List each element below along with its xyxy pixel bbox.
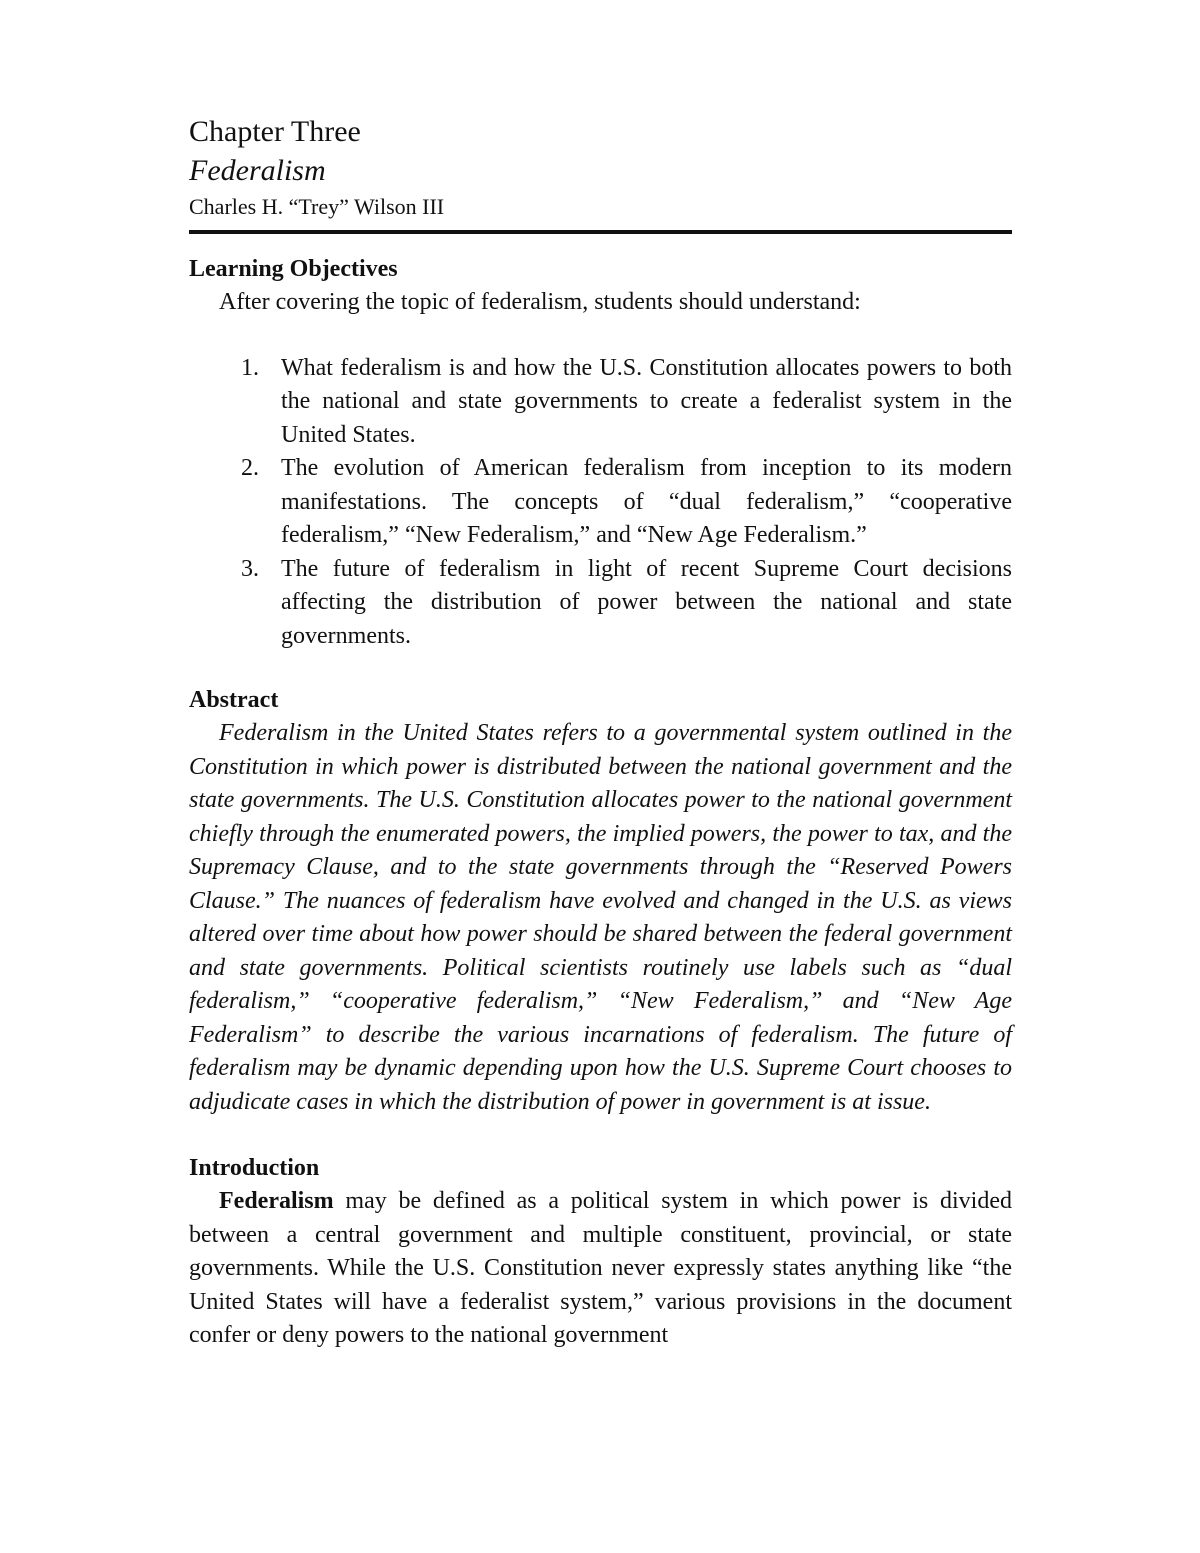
objective-text: What federalism is and how the U.S. Constitution allocates powers to both the national and state governments to create a federalist system in the United States.: [281, 354, 1012, 448]
objectives-intro: After covering the topic of federalism, students should understand:: [219, 289, 861, 315]
abstract-section: [189, 683, 1012, 1119]
introduction-section: [189, 1151, 1012, 1353]
learning-objectives-heading: Learning Objectives: [189, 256, 398, 282]
objective-item: [189, 452, 1012, 553]
abstract-text: Federalism in the United States refers to a governmental system outlined in the Constitution in which power is distributed between the national government and the state governments. The U.S. Constitution allocates power to the national government chiefly through the enumerated powers, the implied powers, the power to tax, and the Supremacy Clause, and to the state governments through the “Reserved Powers Clause.” The nuances of federalism have evolved and changed in the U.S. as views altered over time about how power should be shared between the federal government and state governments. Political scientists routinely use labels such as “dual federalism,” “cooperative federalism,” “New Federalism,” and “New Age Federalism” to describe the various incarnations of federalism. The future of federalism may be dynamic depending upon how the U.S. Supreme Court chooses to adjudicate cases in which the distribution of power in government is at issue.: [189, 720, 1012, 1115]
objective-item: [189, 553, 1012, 654]
document-page: [189, 112, 1012, 1353]
objectives-list: [189, 352, 1012, 654]
objective-number: 3.: [241, 555, 259, 582]
objective-item: [189, 352, 1012, 453]
learning-objectives-section: [189, 252, 1012, 653]
introduction-body: may be defined as a political system in which power is divided between a central government and multiple constituent, provincial, or state governments. While the U.S. Constitution never expressly states anything like “the United States will have a federalist system,” various provisions in the document confer or deny powers to the national government: [189, 1188, 1012, 1348]
introduction-text: [189, 1185, 1012, 1353]
introduction-heading: Introduction: [189, 1155, 320, 1181]
abstract-heading: Abstract: [189, 687, 279, 713]
objective-number: 2.: [241, 455, 259, 481]
chapter-label: Chapter Three: [189, 115, 361, 148]
header-divider: [189, 230, 1012, 234]
chapter-title: Federalism: [189, 154, 326, 187]
author-name: Charles H. “Trey” Wilson III: [189, 194, 445, 219]
objective-text: The evolution of American federalism from inception to its modern manifestations. The concepts of “dual federalism,” “cooperative federalism,” “New Federalism,” and “New Age Federalism.”: [281, 455, 1012, 548]
objective-number: 1.: [241, 354, 259, 381]
key-term: Federalism: [219, 1188, 334, 1214]
objective-text: The future of federalism in light of recent Supreme Court decisions affecting the distribution of power between the national and state governments.: [281, 555, 1012, 649]
